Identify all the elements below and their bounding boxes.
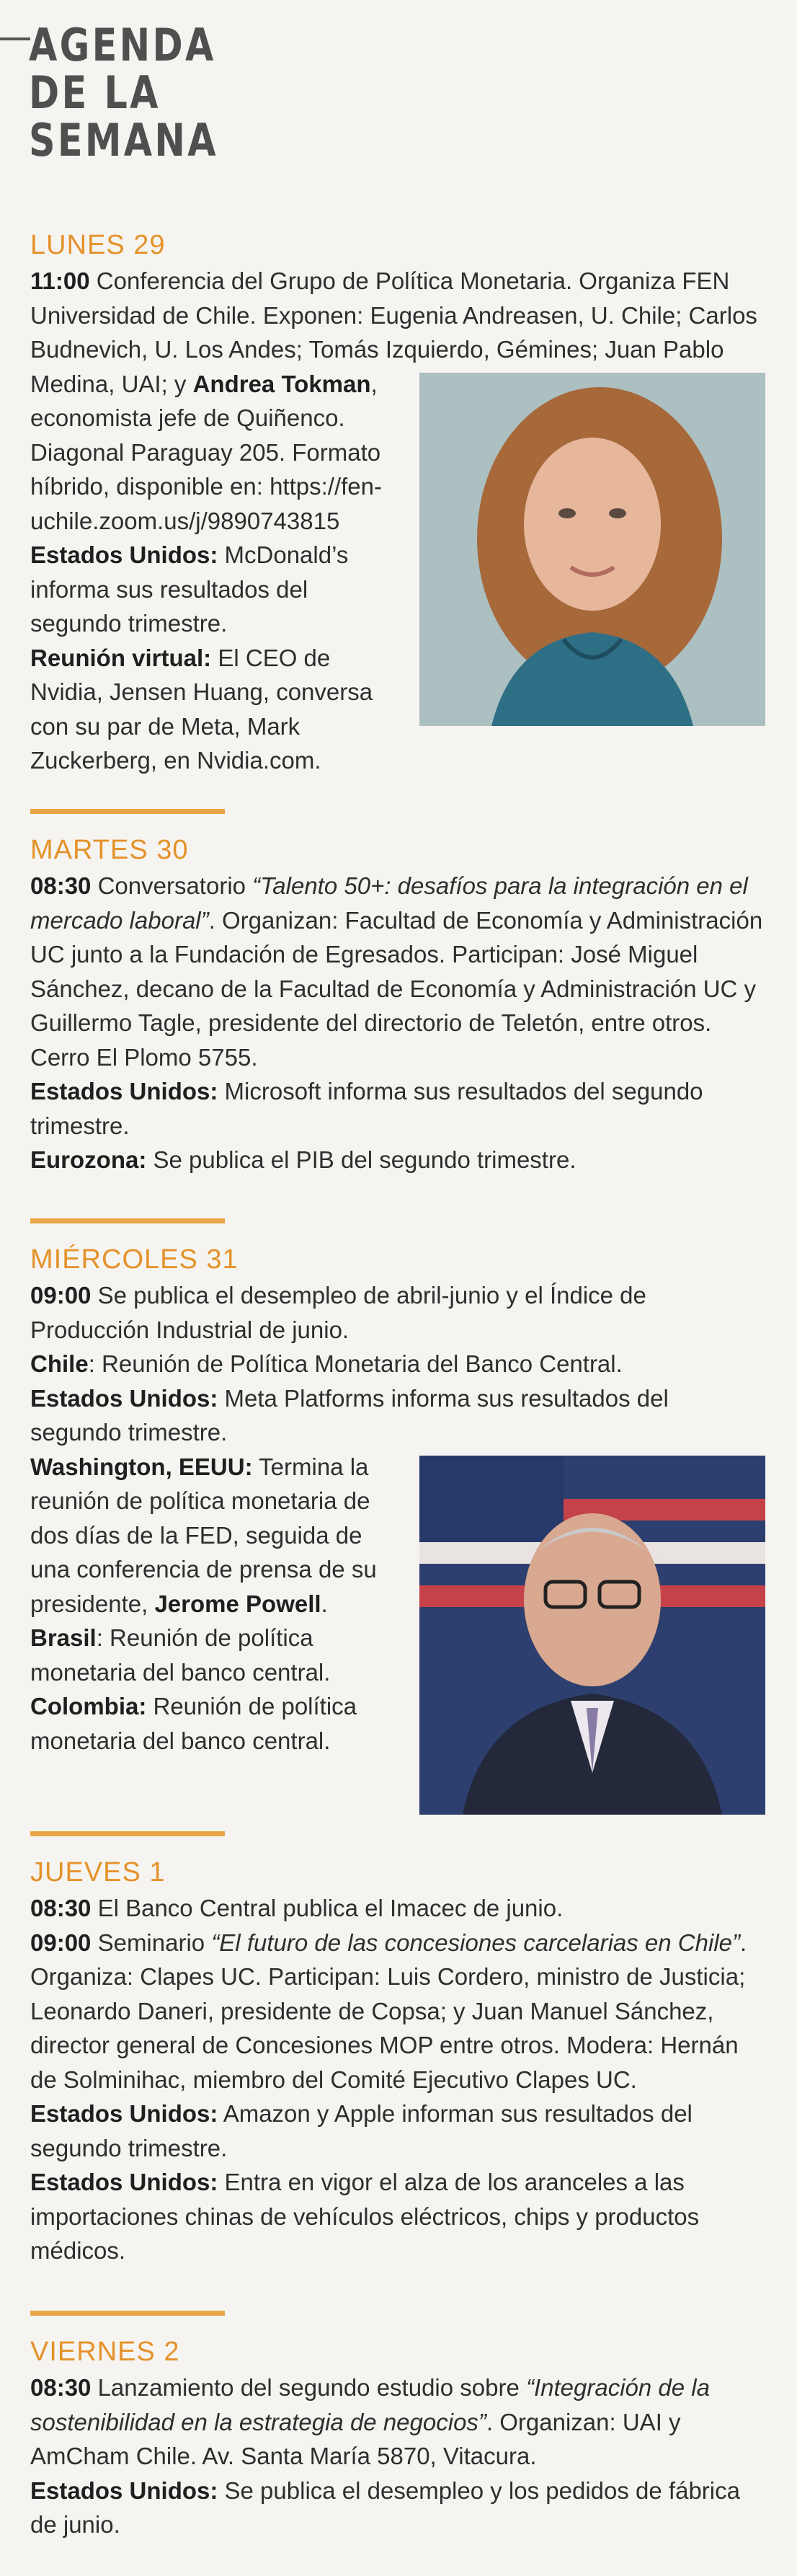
- event-text: Conferencia del Grupo de Política Monetaria. Organiza FEN Universidad de Chile. Exponen: Eugenia Andreasen, U. Chile; Carlos Budnevich, U. Los Andes; Tomás Izquierdo, Gémines; Juan Pablo Medina, UAI; y: [30, 267, 757, 397]
- event-text: Entra en vigor el alza de los aranceles a las importaciones chinas de vehículos eléctricos, chips y productos médicos.: [30, 2169, 700, 2264]
- event-label: Reunión virtual:: [30, 644, 212, 671]
- event-text: : Reunión de Política Monetaria del Banco Central.: [88, 1350, 623, 1377]
- day-heading: VIERNES 2: [30, 2337, 180, 2367]
- event-text: El Banco Central publica el Imacec de junio.: [91, 1895, 564, 1921]
- event-text: Seminario: [91, 1929, 212, 1956]
- section-miercoles: [30, 1218, 765, 1822]
- event-label: Estados Unidos:: [30, 541, 218, 568]
- event-text: Microsoft informa sus resultados del segundo trimestre.: [30, 1078, 703, 1139]
- event-text: . Organiza: Clapes UC. Participan: Luis Cordero, ministro de Justicia; Leonardo Daneri, presidente de Copsa; y Juan Manuel Sánchez, director general de Concesiones MOP entre otros. Modera: Hernán de Solminihac, miembro del Comité Ejecutivo Clapes UC.: [30, 1929, 747, 2093]
- jerome-powell-photo: [419, 1456, 765, 1815]
- andrea-tokman-photo: [419, 373, 765, 726]
- event-text: . Organizan: UAI y AmCham Chile. Av. Santa María 5870, Vitacura.: [30, 2408, 681, 2469]
- event-time: 09:00: [30, 1282, 92, 1309]
- event-label: Estados Unidos:: [30, 1078, 218, 1105]
- event-item: [30, 869, 765, 1177]
- event-label: Estados Unidos:: [30, 2100, 218, 2127]
- event-item: [30, 1891, 765, 2268]
- section-martes: [30, 809, 765, 1177]
- section-rule: [30, 809, 225, 814]
- day-heading: MIÉRCOLES 31: [30, 1244, 239, 1275]
- event-text: . Organizan: Facultad de Economía y Administración UC junto a la Fundación de Egresados. Participan: José Miguel Sánchez, decano de la Facultad de Economía y Administración UC y Guillermo Tagle, presidente del directorio de Teletón, entre otros. Cerro El Plomo 5755.: [30, 906, 763, 1071]
- title-rule: [0, 37, 30, 40]
- day-heading: JUEVES 1: [30, 1857, 166, 1887]
- day-heading: LUNES 29: [30, 230, 166, 260]
- event-text: Meta Platforms informa sus resultados del segundo trimestre.: [30, 1384, 669, 1446]
- event-italic-title: “Talento 50+: desafíos para la integración en el mercado laboral”: [30, 872, 748, 934]
- event-bold-name: Jerome Powell: [154, 1590, 321, 1617]
- event-time: 11:00: [30, 267, 90, 294]
- event-text: Se publica el desempleo y los pedidos de fábrica de junio.: [30, 2477, 740, 2538]
- event-item: [30, 2371, 765, 2542]
- event-text: , economista jefe de Quiñenco. Diagonal Paraguay 205. Formato híbrido, disponible en: https://fen-uchile.zoom.us/j/9890743815: [30, 370, 382, 534]
- event-label: Estados Unidos:: [30, 2477, 218, 2504]
- title-line-1: AGENDA: [29, 19, 216, 71]
- page-title: [29, 19, 218, 167]
- event-time: 09:00: [30, 1929, 92, 1956]
- event-text: .: [321, 1590, 328, 1617]
- event-label: Colombia:: [30, 1693, 147, 1719]
- section-rule: [30, 1218, 225, 1223]
- event-bold-name: Andrea Tokman: [192, 370, 371, 397]
- event-text: Lanzamiento del segundo estudio sobre: [91, 2374, 526, 2401]
- event-item: [30, 264, 765, 778]
- section-lunes: [30, 229, 765, 778]
- event-text: McDonald’s informa sus resultados del segundo trimestre.: [30, 541, 349, 637]
- event-time: 08:30: [30, 2374, 92, 2401]
- title-line-2: DE LA: [29, 66, 161, 119]
- event-item: [30, 1278, 765, 1758]
- event-label: Eurozona:: [30, 1146, 147, 1173]
- event-text: Reunión de política monetaria del banco central.: [30, 1693, 357, 1754]
- section-rule: [30, 1831, 225, 1836]
- section-viernes: [30, 2311, 765, 2542]
- event-label: Estados Unidos:: [30, 1384, 218, 1412]
- event-label: Washington, EEUU:: [30, 1453, 253, 1480]
- event-italic-title: “El futuro de las concesiones carcelarias en Chile”: [211, 1929, 740, 1956]
- portrait-woman-image: [419, 373, 765, 726]
- event-text: Termina la reunión de política monetaria de dos días de la FED, seguida de una conferencia de prensa de su presidente,: [30, 1453, 377, 1617]
- event-text: Amazon y Apple informan sus resultados del segundo trimestre.: [30, 2100, 693, 2161]
- event-italic-title: “Integración de la sostenibilidad en la estrategia de negocios”: [30, 2374, 710, 2435]
- title-line-3: SEMANA: [29, 114, 218, 167]
- section-rule: [30, 2311, 225, 2316]
- event-text: Conversatorio: [91, 872, 253, 899]
- event-text: El CEO de Nvidia, Jensen Huang, conversa con su par de Meta, Mark Zuckerberg, en Nvidia.com.: [30, 644, 373, 774]
- event-time: 08:30: [30, 872, 92, 899]
- event-label: Brasil: [30, 1624, 97, 1651]
- event-text: : Reunión de política monetaria del banco central.: [30, 1624, 331, 1686]
- event-text: Se publica el PIB del segundo trimestre.: [146, 1146, 576, 1173]
- event-label: Chile: [30, 1350, 89, 1377]
- event-label: Estados Unidos:: [30, 2169, 218, 2195]
- event-text: Se publica el desempleo de abril-junio y el Índice de Producción Industrial de junio.: [30, 1282, 646, 1343]
- portrait-man-image: [419, 1456, 765, 1815]
- section-jueves: [30, 1831, 765, 2268]
- event-time: 08:30: [30, 1895, 92, 1921]
- day-heading: MARTES 30: [30, 835, 189, 865]
